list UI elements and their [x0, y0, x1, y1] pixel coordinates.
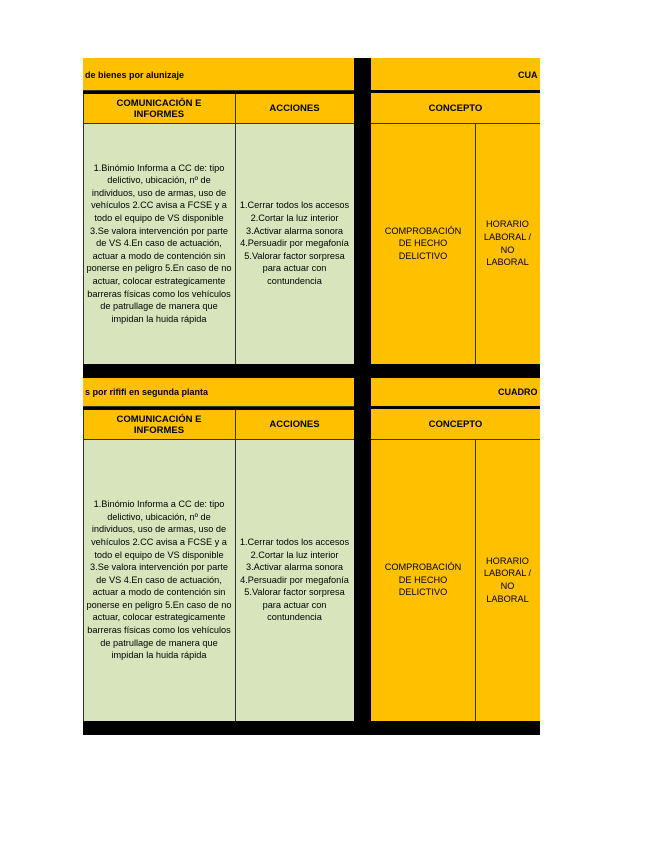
- bottom-band: [83, 721, 540, 735]
- column-header-concepto-label: CONCEPTO: [428, 102, 483, 114]
- cell-comunicacion: [83, 123, 235, 364]
- column-header-acciones: [235, 94, 354, 123]
- bottom-band: [83, 364, 540, 378]
- cell-acciones: [235, 439, 354, 721]
- grid-line: [371, 123, 540, 124]
- grid-line: [235, 410, 236, 721]
- grid-line: [475, 123, 476, 364]
- column-header-comunicacion: [83, 94, 235, 123]
- cell-horario: [475, 123, 540, 364]
- column-header-concepto: [371, 93, 540, 123]
- section-title-right: CUADRO: [498, 387, 538, 397]
- column-header-comunicacion-label: COMUNICACIÓN E INFORMES: [116, 413, 202, 436]
- grid-line: [235, 94, 236, 364]
- grid-line: [83, 94, 84, 364]
- column-header-concepto: [371, 409, 540, 439]
- grid-line: [83, 410, 84, 721]
- cell-concepto-text: COMPROBACIÓN DE HECHO DELICTIVO: [384, 562, 462, 598]
- column-header-acciones-label: ACCIONES: [269, 419, 320, 430]
- cell-comunicacion: [83, 439, 235, 721]
- cell-acciones-text: 1.Cerrar todos los accesos 2.Cortar la luz interior 3.Activar alarma sonora 4.Persuadir por megafonía 5.Valorar factor sorpresa para actuar con contundencia: [239, 200, 350, 286]
- cell-horario-text: HORARIO LABORAL / NO LABORAL: [483, 219, 532, 268]
- grid-line: [83, 123, 354, 124]
- cell-concepto: [371, 439, 475, 721]
- column-header-concepto-label: CONCEPTO: [428, 418, 483, 430]
- divider-vertical: [354, 58, 371, 378]
- cell-acciones-text: 1.Cerrar todos los accesos 2.Cortar la luz interior 3.Activar alarma sonora 4.Persuadir por megafonía 5.Valorar factor sorpresa para actuar con contundencia: [239, 536, 350, 623]
- column-header-comunicacion-label: COMUNICACIÓN E INFORMES: [116, 97, 202, 120]
- grid-line: [475, 439, 476, 721]
- cell-horario: [475, 439, 540, 721]
- section-title: de bienes por alunizaje: [85, 70, 185, 80]
- cell-horario-text: HORARIO LABORAL / NO LABORAL: [483, 555, 532, 604]
- cell-comunicacion-text: 1.Binómio Informa a CC de: tipo delictivo, ubicación, nº de individuos, uso de armas, uso de vehículos 2.CC avisa a FCSE y a todo el equipo de VS disponible 3.Se valora intervención por parte de VS 4.En caso de actuación, actuar a modo de contención sin ponerse en peligro 5.En caso de no actuar, colocar estrategicamente barreras físicas como los vehículos de patrullage de manera que impidan la huida rápida: [86, 499, 232, 661]
- column-header-acciones: [235, 410, 354, 439]
- cell-comunicacion-text: 1.Binómio Informa a CC de: tipo delictivo, ubicación, nº de individuos, uso de armas, uso de vehículos 2.CC avisa a FCSE y a todo el equipo de VS disponible 3.Se valora intervención por parte de VS 4.En caso de actuación, actuar a modo de contención sin ponerse en peligro 5.En caso de no actuar, colocar estrategicamente barreras físicas como los vehículos de patrullage de manera que impidan la huida rápida: [86, 162, 232, 324]
- grid-line: [371, 439, 540, 440]
- divider-vertical: [354, 378, 371, 735]
- section-title: s por rififi en segunda planta: [85, 387, 209, 397]
- cell-concepto: [371, 123, 475, 364]
- cell-concepto-text: COMPROBACIÓN DE HECHO DELICTIVO: [384, 225, 462, 261]
- section-title-right: CUA: [518, 70, 538, 80]
- column-header-comunicacion: [83, 410, 235, 439]
- column-header-acciones-label: ACCIONES: [269, 103, 320, 114]
- grid-line: [83, 439, 354, 440]
- section-title-bar-right: [371, 58, 540, 90]
- cell-acciones: [235, 123, 354, 364]
